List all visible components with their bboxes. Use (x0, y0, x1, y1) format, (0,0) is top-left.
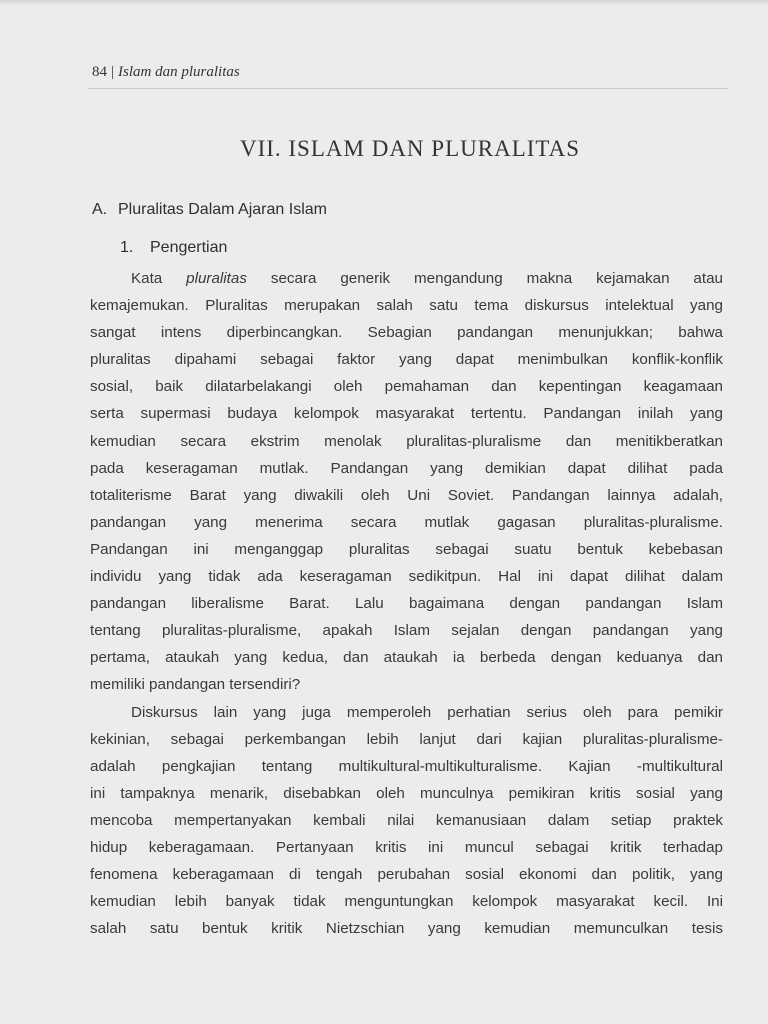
paragraph-2 (90, 699, 723, 943)
text-line: hidup keberagamaan. Pertanyaan kritis ini muncul sebagai kritik terhadap (90, 838, 723, 856)
text-line: pluralitas dipahami sebagai faktor yang dapat menimbulkan konflik-konflik (90, 351, 723, 369)
subsection-heading (120, 239, 227, 257)
section-title: Pluralitas Dalam Ajaran Islam (118, 201, 327, 218)
text-line: totaliterisme Barat yang diwakili oleh Uni Soviet. Pandangan lainnya adalah, (90, 486, 723, 504)
section-heading (92, 201, 327, 219)
text-line: kekinian, sebagai perkembangan lebih lanjut dari kajian pluralitas-pluralisme- (90, 730, 723, 748)
text-line: Pandangan ini menganggap pluralitas sebagai suatu bentuk kebebasan (90, 540, 723, 558)
text-line: salah satu bentuk kritik Nietzschian yang kemudian memunculkan tesis (90, 920, 723, 938)
running-head (92, 64, 240, 81)
text-line: mencoba mempertanyakan kembali nilai kemanusiaan dalam setiap praktek (90, 811, 723, 829)
text-line: Diskursus lain yang juga memperoleh perhatian serius oleh para pemikir (131, 703, 723, 721)
running-head-separator: | (111, 64, 115, 80)
text-line: kemudian secara ekstrim menolak pluralitas-pluralisme dan menitikberatkan (90, 432, 723, 450)
running-head-title: Islam dan pluralitas (118, 64, 240, 80)
text-line: adalah pengkajian tentang multikultural-multikulturalisme. Kajian -multikultural (90, 757, 723, 775)
text-line: pertama, ataukah yang kedua, dan ataukah ia berbeda dengan keduanya dan (90, 649, 723, 667)
text-line: pandangan liberalisme Barat. Lalu bagaimana dengan pandangan Islam (90, 595, 723, 613)
text-line: kemudian lebih banyak tidak menguntungkan kelompok masyarakat kecil. Ini (90, 893, 723, 911)
paragraph-1 (90, 265, 723, 699)
text-line: sosial, baik dilatarbelakangi oleh pemahaman dan kepentingan keagamaan (90, 378, 723, 396)
page-top-edge (0, 0, 768, 6)
text-line: fenomena keberagamaan di tengah perubahan sosial ekonomi dan politik, yang (90, 866, 723, 884)
text-line: serta supermasi budaya kelompok masyarakat tertentu. Pandangan inilah yang (90, 405, 723, 423)
subsection-title: Pengertian (150, 239, 228, 256)
text-line: sangat intens diperbincangkan. Sebagian pandangan menunjukkan; bahwa (90, 324, 723, 342)
text-line: kemajemukan. Pluralitas merupakan salah satu tema diskursus intelektual yang (90, 297, 723, 315)
text-line: tentang pluralitas-pluralisme, apakah Islam sejalan dengan pandangan yang (90, 622, 723, 640)
section-marker: A. (92, 201, 108, 218)
text-line: memiliki pandangan tersendiri? (90, 676, 301, 694)
text-line: pandangan yang menerima secara mutlak gagasan pluralitas-pluralisme. (90, 513, 723, 531)
subsection-marker: 1. (120, 239, 134, 256)
text-line: ini tampaknya menarik, disebabkan oleh munculnya pemikiran kritis sosial yang (90, 784, 723, 802)
lead-word: Kata (131, 270, 163, 287)
text-line: individu yang tidak ada keseragaman sedikitpun. Hal ini dapat dilihat dalam (90, 568, 723, 586)
chapter-title: VII. ISLAM DAN PLURALITAS (239, 136, 581, 161)
header-rule (88, 88, 728, 89)
first-line-rest: secara generik mengandung makna kejamakan atau (270, 270, 723, 287)
italic-term: pluralitas (186, 270, 247, 287)
body-text (90, 265, 723, 942)
text-line: pada keseragaman mutlak. Pandangan yang demikian dapat dilihat pada (90, 459, 723, 477)
page-number: 84 (92, 64, 107, 80)
paragraph-1-first-line (90, 265, 723, 292)
